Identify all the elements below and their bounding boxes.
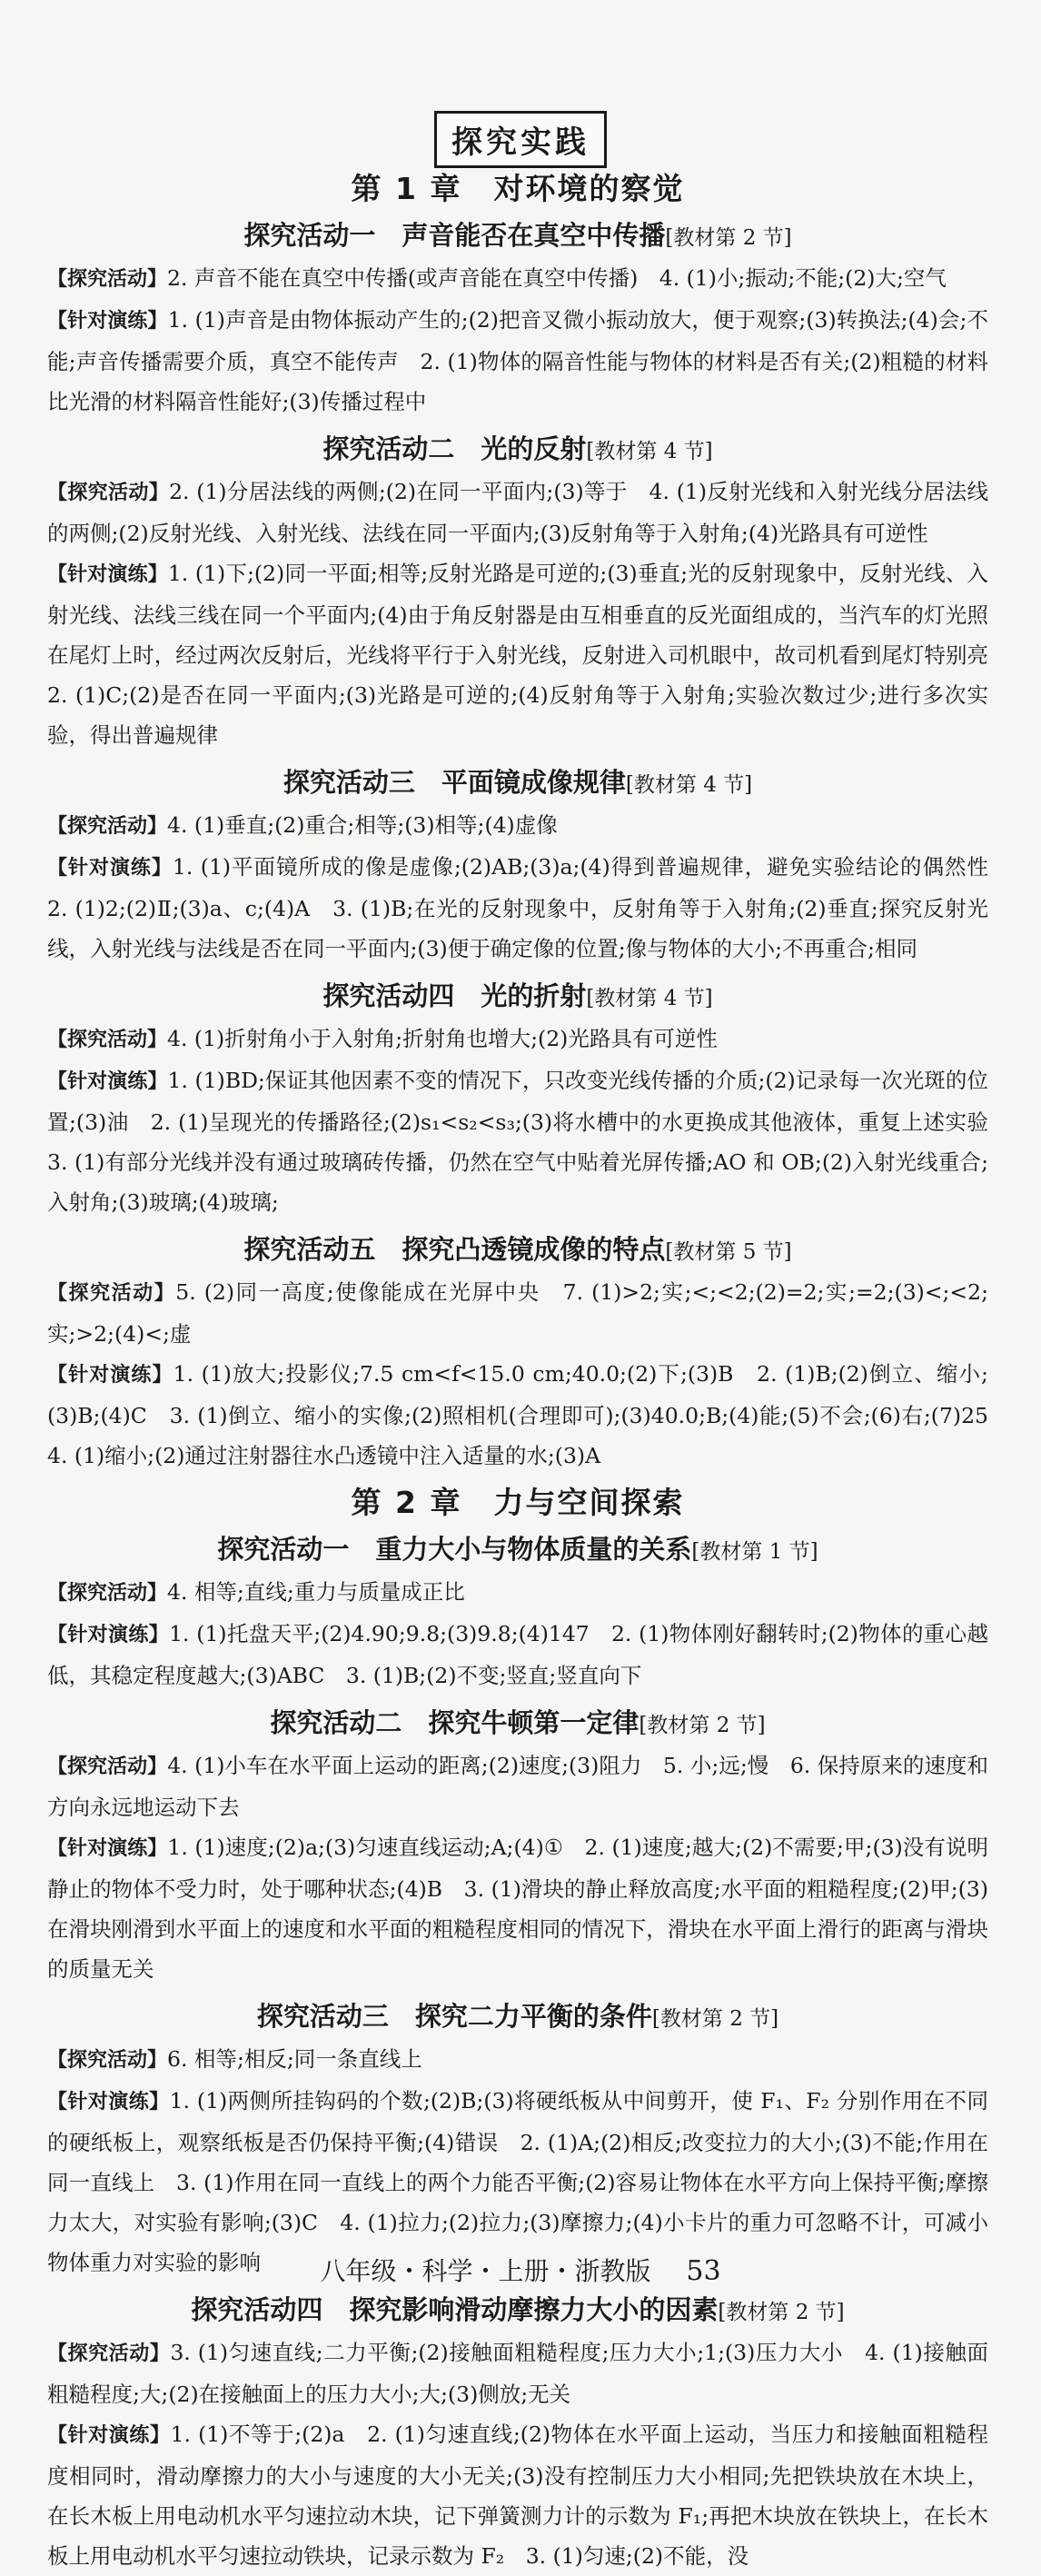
activity-title-text: 探究活动一 声音能否在真空中传播 <box>243 220 666 251</box>
activity-title <box>47 762 988 800</box>
section-tag: 【探究活动】 <box>47 815 168 838</box>
answer-paragraph <box>47 553 1010 755</box>
section-tag: 【探究活动】 <box>47 1282 176 1305</box>
answer-paragraph <box>47 1272 988 1354</box>
answer-text: 4. (1)小车在水平面上运动的距离;(2)速度;(3)阻力 5. 小;远;慢 6. 保持原来的速度和方向永远地运动下去 <box>47 1753 988 1820</box>
section-tag: 【探究活动】 <box>47 1582 168 1605</box>
answer-text: 1. (1)声音是由物体振动产生的;(2)把音叉微小振动放大，便于观察;(3)转换法;(4)会;不能;声音传播需要介质，真空不能传声 2. (1)物体的隔音性能与物体的材料是否有关;(2)粗糙的材料比光滑的材料隔音性能好;(3)传播过程中 <box>47 307 988 414</box>
answer-paragraph <box>47 1827 988 1989</box>
textbook-reference: [教材第 4 节] <box>586 440 713 463</box>
answer-paragraph <box>47 300 988 422</box>
answer-paragraph <box>47 1019 988 1060</box>
textbook-reference: [教材第 2 节] <box>639 1714 766 1737</box>
answer-text: 4. (1)垂直;(2)重合;相等;(3)相等;(4)虚像 <box>167 812 558 838</box>
answer-paragraph <box>47 2414 988 2576</box>
answer-paragraph <box>47 805 988 847</box>
activity-title-text: 探究活动五 探究凸透镜成像的特点 <box>243 1234 666 1265</box>
textbook-reference: [教材第 4 节] <box>586 987 713 1010</box>
section-tag: 【探究活动】 <box>47 2049 168 2072</box>
answer-paragraph <box>47 2332 988 2414</box>
answer-text: 1. (1)两侧所挂钩码的个数;(2)B;(3)将硬纸板从中间剪开，使 F₁、F₂ 分别作用在不同的硬纸板上，观察纸板是否仍保持平衡;(4)错误 2. (1)A;(2)相反;改变拉力的大小;(3)不能;作用在同一直线上 3. (1)作用在同一直线上的两个力能否平衡;(2)容易让物体在水平方向上保持平衡;摩擦力太大，对实验有影响;(3)C 4. (1)拉力;(2)拉力;(3)摩擦力;(4)小卡片的重力可忽略不计，可减小物体重力对实验的影响 <box>47 2088 988 2275</box>
answer-paragraph <box>47 472 988 553</box>
answer-text: 5. (2)同一高度;使像能成在光屏中央 7. (1)>2;实;<;<2;(2)=2;实;=2;(3)<;<2;实;>2;(4)<;虚 <box>47 1279 988 1347</box>
answer-text: 1. (1)速度;(2)a;(3)匀速直线运动;A;(4)① 2. (1)速度;越大;(2)不需要;甲;(3)没有说明静止的物体不受力时，处于哪种状态;(4)B 3. (1)滑块的静止释放高度;水平面的粗糙程度;(2)甲;(3)在滑块刚滑到水平面上的速度和水平面的粗糙程度相同的情况下，滑块在水平面上滑行的距离与滑块的质量无关 <box>47 1835 988 1982</box>
activity-title <box>47 1529 988 1566</box>
section-tag: 【针对演练】 <box>47 2424 171 2447</box>
answer-text: 1. (1)放大;投影仪;7.5 cm<f<15.0 cm;40.0;(2)下;(3)B 2. (1)B;(2)倒立、缩小;(3)B;(4)C 3. (1)倒立、缩小的实像;(2)照相机(合理即可);(3)40.0;B;(4)能;(5)不会;(6)右;(7)25 4. (1)缩小;(2)通过注射器往水凸透镜中注入适量的水;(3)A <box>47 1361 1010 1468</box>
answer-paragraph <box>47 1746 988 1827</box>
answer-text: 1. (1)BD;保证其他因素不变的情况下，只改变光线传播的介质;(2)记录每一次光斑的位置;(3)油 2. (1)呈现光的传播路径;(2)s₁<s₂<s₃;(3)将水槽中的水更换成其他液体，重复上述实验 3. (1)有部分光线并没有通过玻璃砖传播，仍然在空气中贴着光屏传播;AO 和 OB;(2)入射光线重合;入射角;(3)玻璃;(4)玻璃; <box>47 1068 1010 1215</box>
chapter-title: 第 2 章 力与空间探索 <box>351 1485 685 1520</box>
page-footer <box>0 2252 1041 2288</box>
textbook-reference: [教材第 1 节] <box>691 1540 818 1564</box>
section-tag: 【探究活动】 <box>47 482 170 504</box>
answer-text: 1. (1)下;(2)同一平面;相等;反射光路是可逆的;(3)垂直;光的反射现象中，反射光线、入射光线、法线三线在同一个平面内;(4)由于角反射器是由互相垂直的反光面组成的，当汽车的灯光照在尾灯上时，经过两次反射后，光线将平行于入射光线，反射进入司机眼中，故司机看到尾灯特别亮 2. (1)C;(2)是否在同一平面内;(3)光路是可逆的;(4)反射角等于入射角;实验次数过少;进行多次实验，得出普遍规律 <box>47 561 1010 748</box>
answer-paragraph <box>47 1614 988 1696</box>
section-tag: 【针对演练】 <box>47 857 173 880</box>
activity-title <box>47 2290 988 2327</box>
section-tag: 【针对演练】 <box>47 1070 168 1093</box>
answer-paragraph <box>47 1060 1010 1222</box>
section-tag: 【针对演练】 <box>47 1837 168 1860</box>
section-tag: 【探究活动】 <box>47 1755 168 1778</box>
answer-text: 1. (1)不等于;(2)a 2. (1)匀速直线;(2)物体在水平面上运动，当压力和接触面粗糙程度相同时，滑动摩擦力的大小与速度的大小无关;(3)没有控制压力大小相同;先把铁块放在木块上，在长木板上用电动机水平匀速拉动木块，记下弹簧测力计的示数为 F₁;再把木块放在铁块上，在长木板上用电动机水平匀速拉动铁块，记录示数为 F₂ 3. (1)匀速;(2)不能，没 <box>47 2422 988 2569</box>
section-tag: 【针对演练】 <box>47 1624 170 1646</box>
section-tag: 【探究活动】 <box>47 1029 168 1051</box>
textbook-reference: [教材第 2 节] <box>651 2007 779 2031</box>
answer-text: 2. (1)分居法线的两侧;(2)在同一平面内;(3)等于 4. (1)反射光线和入射光线分居法线的两侧;(2)反射光线、入射光线、法线在同一平面内;(3)反射角等于入射角;(4)光路具有可逆性 <box>47 479 988 546</box>
answer-text: 6. 相等;相反;同一条直线上 <box>167 2046 422 2072</box>
activity-title <box>47 1996 988 2034</box>
section-tag: 【针对演练】 <box>47 1364 174 1387</box>
section-tag: 【探究活动】 <box>47 268 168 291</box>
answer-text: 4. 相等;直线;重力与质量成正比 <box>167 1579 465 1605</box>
activity-title-text: 探究活动三 探究二力平衡的条件 <box>256 2001 652 2032</box>
activity-title-text: 探究活动四 探究影响滑动摩擦力大小的因素 <box>191 2294 719 2325</box>
chapter-title: 第 1 章 对环境的察觉 <box>351 171 685 206</box>
section-tag: 【针对演练】 <box>47 2091 170 2114</box>
answer-paragraph <box>47 1354 1010 1476</box>
textbook-reference: [教材第 2 节] <box>665 226 792 250</box>
activity-title-text: 探究活动三 平面镜成像规律 <box>283 767 626 798</box>
activity-title <box>47 1703 988 1740</box>
activity-title <box>47 1229 988 1267</box>
section-tag: 【探究活动】 <box>47 2342 171 2365</box>
banner-wrap <box>0 111 1041 168</box>
activity-title <box>47 429 988 466</box>
answer-paragraph <box>47 2039 988 2081</box>
answer-text: 1. (1)托盘天平;(2)4.90;9.8;(3)9.8;(4)147 2. (1)物体刚好翻转时;(2)物体的重心越低，其稳定程度越大;(3)ABC 3. (1)B;(2)不变;竖直;竖直向下 <box>47 1621 988 1688</box>
section-banner: 探究实践 <box>434 111 607 168</box>
page-number: 53 <box>686 2255 721 2287</box>
book-label: 八年级・科学・上册・浙教版 <box>320 2256 651 2286</box>
textbook-reference: [教材第 2 节] <box>718 2301 845 2324</box>
activity-title-text: 探究活动二 探究牛顿第一定律 <box>270 1707 639 1738</box>
answer-paragraph <box>47 258 988 300</box>
answer-content <box>47 162 1010 2576</box>
answer-text: 3. (1)匀速直线;二力平衡;(2)接触面粗糙程度;压力大小;1;(3)压力大小 4. (1)接触面粗糙程度;大;(2)在接触面上的压力大小;大;(3)侧放;无关 <box>47 2340 988 2407</box>
answer-text: 4. (1)折射角小于入射角;折射角也增大;(2)光路具有可逆性 <box>167 1026 718 1051</box>
answer-paragraph <box>47 1572 988 1614</box>
textbook-reference: [教材第 5 节] <box>665 1240 792 1264</box>
textbook-reference: [教材第 4 节] <box>625 773 753 797</box>
activity-title-text: 探究活动二 光的反射 <box>322 433 587 464</box>
answer-paragraph <box>47 847 1010 969</box>
activity-title <box>47 976 988 1013</box>
section-tag: 【针对演练】 <box>47 310 168 333</box>
answer-text: 2. 声音不能在真空中传播(或声音能在真空中传播) 4. (1)小;振动;不能;(2)大;空气 <box>167 265 947 291</box>
section-tag: 【针对演练】 <box>47 563 168 586</box>
activity-title <box>47 215 988 253</box>
activity-title-text: 探究活动四 光的折射 <box>322 980 587 1011</box>
activity-title-text: 探究活动一 重力大小与物体质量的关系 <box>217 1534 692 1565</box>
answer-text: 1. (1)平面镜所成的像是虚像;(2)AB;(3)a;(4)得到普遍规律，避免实验结论的偶然性 2. (1)2;(2)Ⅱ;(3)a、c;(4)A 3. (1)B;在光的反射现象中，反射角等于入射角;(2)垂直;探究反射光线，入射光线与法线是否在同一平面内;(3)便于确定像的位置;像与物体的大小;不再重合;相同 <box>47 854 1010 961</box>
